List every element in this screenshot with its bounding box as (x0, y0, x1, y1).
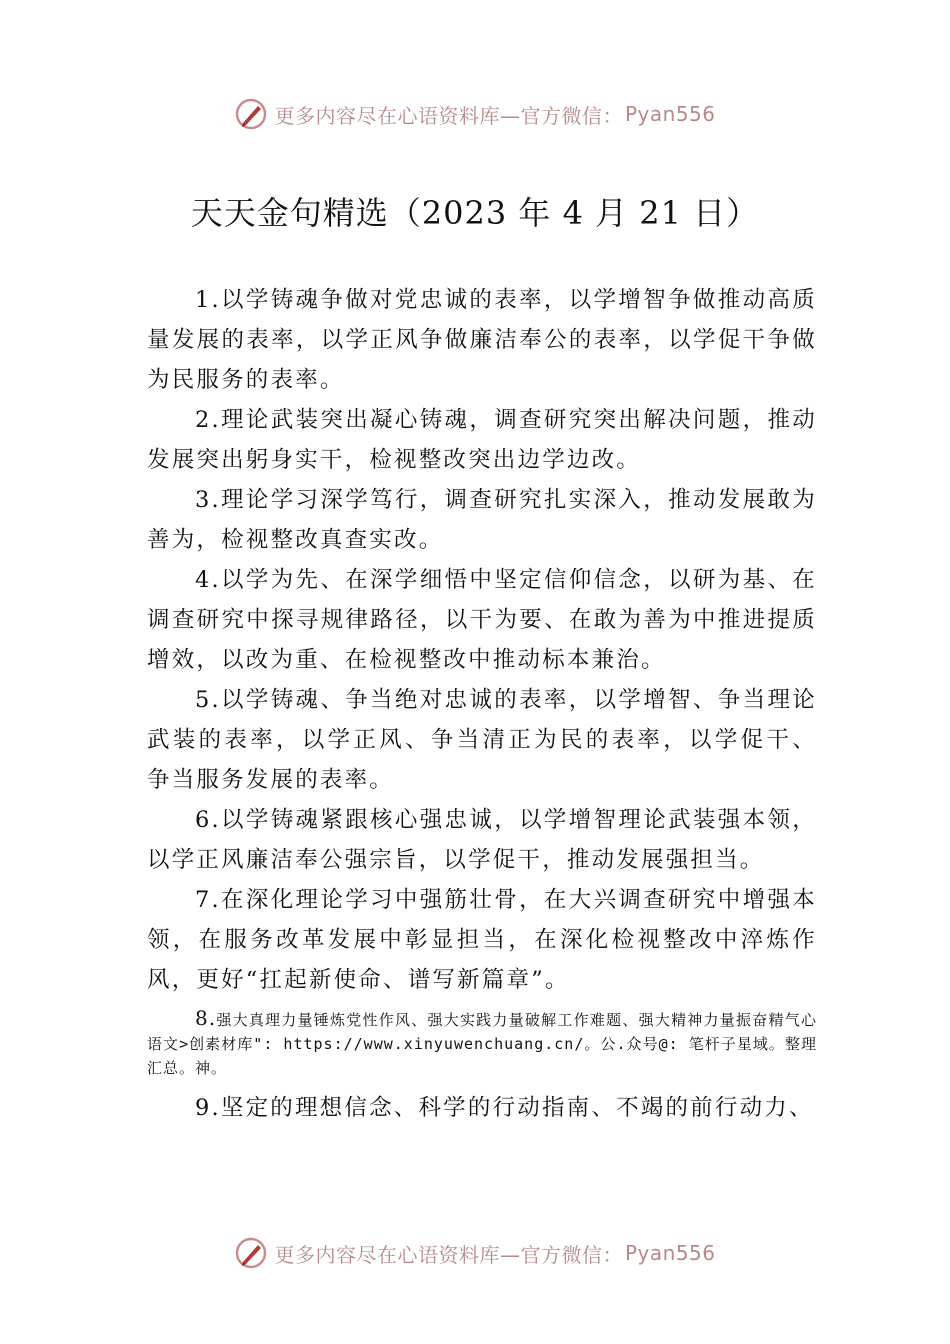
quote-item-3 (147, 480, 817, 560)
quote-item-1 (147, 280, 817, 400)
footer-watermark (0, 1233, 950, 1273)
quote-item-6 (147, 800, 817, 880)
item-text: 以学铸魂、争当绝对忠诚的表率，以学增智、争当理论武装的表率，以学正风、争当清正为民的表率，以学促干、 争当服务发展的表率。 (147, 687, 817, 793)
item-text: 坚定的理想信念、科学的行动指南、不竭的前行动力、 (220, 1095, 814, 1121)
watermark-text: 更多内容尽在心语资料库—官方微信： (274, 103, 623, 128)
header-watermark (0, 94, 950, 134)
item-number: 5. (195, 687, 221, 713)
pen-in-circle-icon (234, 1236, 268, 1270)
item-number: 9. (195, 1095, 221, 1121)
item-text: 理论武装突出凝心铸魂，调查研究突出解决问题，推动发展突出躬身实干，检视整改突出边学边改。 (147, 407, 817, 473)
item-number: 4. (195, 567, 221, 593)
quote-item-5 (147, 680, 817, 800)
page-title: 天天金句精选（2023 年 4 月 21 日） (190, 194, 760, 232)
quote-item-2 (147, 400, 817, 480)
item-number: 3. (195, 487, 221, 513)
watermark-wechat-id: Pyan556 (624, 1241, 716, 1265)
item-number: 1. (195, 287, 221, 313)
item-text: 以学铸魂争做对党忠诚的表率，以学增智争做推动高质量发展的表率，以学正风争做廉洁奉公的表率，以学促干争做为民服务的表率。 (147, 287, 817, 393)
quote-item-4 (147, 560, 817, 680)
quote-item-9 (147, 1088, 817, 1128)
item-number: 2. (195, 407, 221, 433)
item-text: 强大真理力量锤炼党性作风、强大实践力量破解工作难题、强大精神力量振奋精气心语文>创素材库": https://www.xinyuwenchuang.cn/。公.众号@: 笔杆子星域。整理汇总。神。 (147, 1011, 817, 1077)
item-number: 7. (195, 887, 221, 913)
quote-item-7 (147, 880, 817, 1000)
watermark-wechat-id: Pyan556 (624, 102, 716, 126)
item-text: 以学为先、在深学细悟中坚定信仰信念，以研为基、在调查研究中探寻规律路径，以干为要、在敢为善为中推进提质增效，以改为重、在检视整改中推动标本兼治。 (147, 567, 817, 673)
item-text: 在深化理论学习中强筋壮骨，在大兴调查研究中增强本领，在服务改革发展中彰显担当，在深化检视整改中淬炼作风，更好“扛起新使命、谱写新篇章”。 (147, 887, 817, 993)
item-text: 理论学习深学笃行，调查研究扎实深入，推动发展敢为善为，检视整改真查实改。 (147, 487, 817, 553)
quote-list (147, 280, 817, 1128)
item-text: 以学铸魂紧跟核心强忠诚，以学增智理论武装强本领，以学正风廉洁奉公强宗旨，以学促干，推动发展强担当。 (147, 807, 817, 873)
item-number: 6. (195, 807, 221, 833)
watermark-text: 更多内容尽在心语资料库—官方微信： (274, 1242, 623, 1267)
item-number: 8. (195, 1006, 217, 1030)
quote-item-8 (147, 1000, 817, 1088)
pen-in-circle-icon (234, 97, 268, 131)
